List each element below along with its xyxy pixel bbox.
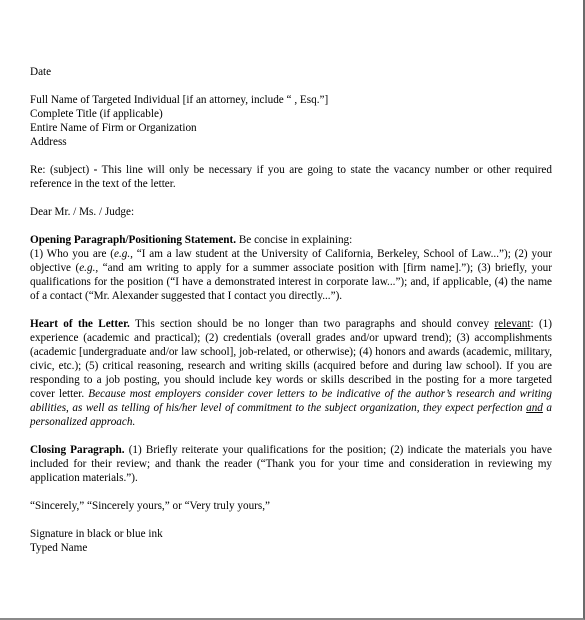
opening-eg-1: e.g., [114, 248, 133, 260]
recipient-name-line: Full Name of Targeted Individual [if an attorney, include “ , Esq.”] [30, 94, 329, 106]
heart-text-1: This section should be no longer than two paragraphs and should convey [129, 318, 495, 330]
recipient-address-line: Address [30, 136, 67, 148]
heart-and: and [526, 402, 543, 414]
cover-letter-template [30, 65, 552, 555]
opening-text-4: “and am writing to apply for a summer associate position with [firm name].”); (3) briefly, your qualifications for the position (“I have a demonstrated interest in corporate law...”); and, if applicable, (4) the name of a contact (“Mr. Alexander suggested that I contact you directly...”). [30, 262, 552, 302]
date-line: Date [30, 66, 52, 78]
heart-italic-2: a personalized approach. [30, 402, 552, 428]
recipient-firm-line: Entire Name of Firm or Organization [30, 122, 197, 134]
re-text: This line will only be necessary if you are going to state the vacancy number or other required reference in the text of the letter. [30, 164, 552, 190]
recipient-block [30, 93, 552, 149]
opening-paragraph [30, 233, 552, 303]
opening-text-2: (1) Who you are ( [30, 248, 115, 260]
valediction: “Sincerely,” “Sincerely yours,” or “Very truly yours,” [30, 500, 271, 512]
opening-eg-2: e.g., [79, 262, 99, 274]
typed-name-line: Typed Name [30, 542, 88, 554]
closing-text: (1) Briefly reiterate your qualifications for the position; (2) indicate the materials you have included for their review; and thank the reader (“Thank you for your time and consideration in reviewing my application materials.”). [30, 444, 552, 484]
salutation: Dear Mr. / Ms. / Judge: [30, 206, 135, 218]
re-line [30, 163, 552, 191]
closing-heading: Closing Paragraph. [30, 444, 125, 456]
re-dash: - [89, 164, 98, 176]
closing-paragraph [30, 443, 552, 485]
heart-text-2: : (1) experience (academic and practical); (2) credentials (overall grades and/or upward trend); (3) accomplishments (academic [undergraduate and/or law school], job-related, or otherwise); (4) honors and awards (academic, military, civic, etc.); (5) critical reasoning, research and writing skills (acquired before and during law school). If you are responding to a job posting, you should include key words or skills described in the posting for a more targeted cover letter. [30, 318, 552, 400]
re-prefix: Re: (subject) [30, 164, 90, 176]
opening-heading: Opening Paragraph/Positioning Statement. [30, 234, 237, 246]
signature-line: Signature in black or blue ink [30, 528, 163, 540]
heart-paragraph [30, 317, 552, 429]
opening-text-1: Be concise in explaining: [236, 234, 353, 246]
heart-italic-1: Because most employers consider cover letters to be indicative of the author’s research and writing abilities, as well as telling of his/her level of commitment to the subject organization, they expect perfection [30, 388, 552, 414]
recipient-title-line: Complete Title (if applicable) [30, 108, 163, 120]
opening-text-3: “I am a law student at the University of California, Berkeley, School of Law...”); (2) your objective ( [30, 248, 552, 274]
heart-relevant: relevant [494, 318, 531, 330]
heart-heading: Heart of the Letter. [30, 318, 130, 330]
